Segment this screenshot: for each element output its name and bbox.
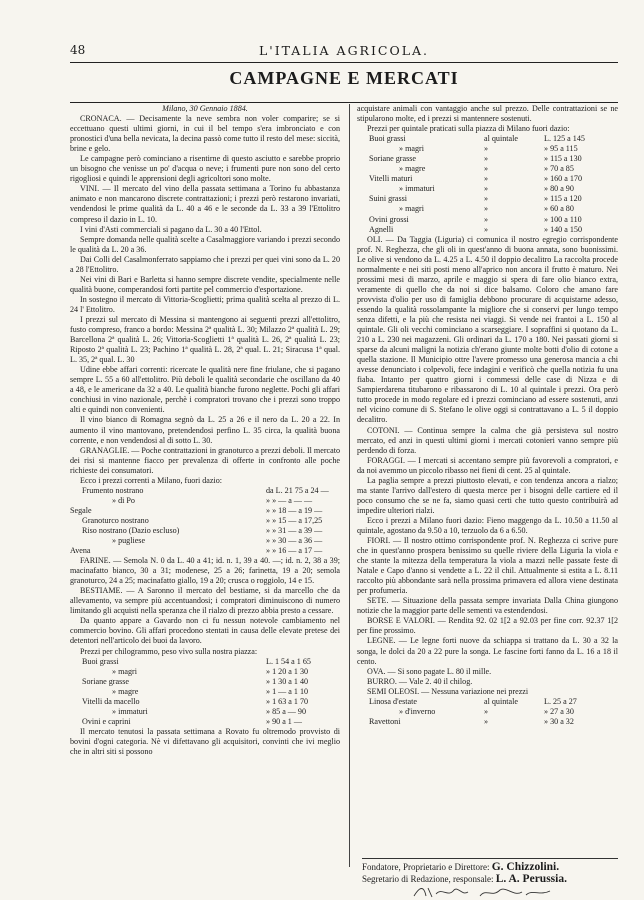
price-item-name: » pugliese	[112, 536, 146, 546]
paragraph-ova: OVA. — Si sono pagate L. 80 il mille.	[367, 666, 492, 676]
price-row	[70, 657, 340, 667]
price-item-unit: »	[484, 144, 489, 154]
left-column	[70, 104, 340, 757]
price-item-unit: al quintale	[484, 134, 518, 144]
price-item-unit: »	[484, 706, 489, 716]
journal-title: L'ITALIA AGRICOLA.	[258, 43, 430, 58]
paragraph: Nei vini di Bari e Barletta si hanno sempre discrete vendite, specialmente nelle qualità buone, comperandosi forti partite pel commercio d'esportazione.	[70, 274, 340, 294]
price-item-value: L. 25 a 27	[544, 696, 577, 706]
price-item-value: » 30 a 32	[544, 716, 574, 726]
price-item-unit: »	[484, 184, 489, 194]
section-rule	[70, 102, 618, 103]
paragraph-bestiame: BESTIAME. — A Saronno il mercato del bestiame, si da marcello che da allevamento, va sempre più accentuandosi; i compratori diminuiscono di numero limitando gli acquisti nella speranza che il rialzo di prezzo abbia presto a cessare.	[70, 586, 340, 616]
paragraph: I prezzi sul mercato di Messina si mantengono ai seguenti prezzi all'ettolitro, fusto compreso, franco a bordo: Messina 2ª qualità L. 30; Milazzo 2ª qualità L. 29; Barcellona 2ª qualità L. 26; Vittoria-Scoglietti 1ª qualità L. 26, 2ª qualità L. 23; Riposto 2ª qualità L. 23; Pachino 1ª qualità L. 28, 2ª qual. L. 21; Siracusa 1ª qual. L. 35, 2ª qual. L. 30	[70, 314, 340, 365]
masthead-signature	[362, 856, 618, 885]
price-row	[357, 707, 618, 717]
cattle-price-table	[70, 657, 340, 727]
price-row	[70, 707, 340, 717]
price-item-name: » magri	[399, 204, 424, 214]
price-item-name: Soriane grasse	[369, 154, 416, 164]
price-item-name: » magre	[112, 686, 139, 696]
price-row	[357, 164, 618, 174]
price-row	[357, 717, 618, 727]
price-item-unit: »	[484, 716, 489, 726]
dateline: Milano, 30 Gennaio 1884.	[162, 104, 248, 113]
price-item-value: » 27 a 30	[544, 706, 574, 716]
price-item-name: Riso nostrano (Dazio escluso)	[82, 525, 180, 535]
price-item-value: L. 125 a 145	[544, 134, 585, 144]
price-row	[70, 496, 340, 506]
price-item-unit: »	[484, 224, 489, 234]
price-item-value: » » — a — —	[266, 495, 313, 505]
paragraph-cotoni: COTONI. — Continua sempre la calma che già persisteva sul nostro mercato, ed anzi in questi ultimi giorni i mercati cotonieri vanno sempre più perdendo di forza.	[357, 425, 618, 455]
price-item-value: » 1 30 a 1 40	[266, 676, 309, 686]
paragraph-cronaca: CRONACA. — Decisamente la neve sembra non voler comparire; se si eccettuano questi ultimi giorni, in cui il bel tempo s'era imbronciato e con pronostici d'una bella nevicata, la decina passò come tutto il resto del mese: siccità, brine e gelo.	[70, 114, 340, 154]
price-item-value: » 95 a 115	[544, 144, 578, 154]
paragraph: I vini d'Asti commerciali si pagano da L. 30 a 40 l'Ettol.	[80, 224, 262, 234]
price-item-value: » » 18 — a 19 —	[266, 505, 323, 515]
price-item-unit: »	[484, 194, 489, 204]
price-item-value: » » 31 — a 39 —	[266, 525, 323, 535]
price-item-name: Ovini grossi	[369, 214, 409, 224]
seeds-price-table	[357, 697, 618, 727]
paragraph-vini: VINI. — Il mercato del vino della passata settimana a Torino fu abbastanza animato e non mancarono discrete contrattazioni; i prezzi però restarono invariati, vendendosi le prime qualità da L. 40 a 46 e le seconde da L. 33 a 39 l'Ettolitro compreso il dazio in L. 10.	[70, 184, 340, 224]
paragraph: Ecco i prezzi correnti a Milano, fuori dazio:	[80, 475, 223, 485]
paragraph: Il mercato tenutosi la passata settimana a Rovato fu oltremodo provvisto di bovini d'ogni categoria. Nè vi difettavano gli acquisitori, convinti che ivi meglio che in altri siti si possono	[70, 726, 340, 756]
price-row	[357, 215, 618, 225]
price-item-value: » » 15 — a 17,25	[266, 515, 323, 525]
price-item-value: L. 1 54 a 1 65	[266, 656, 311, 666]
founder-line	[362, 861, 618, 873]
price-item-name: » magri	[112, 666, 137, 676]
price-item-name: Suini grassi	[369, 194, 407, 204]
price-row	[70, 486, 340, 496]
secretary-label: Segretario di Redazione, responsale:	[362, 874, 494, 884]
paragraph-fiori: FIORI. — Il nostro ottimo corrispondente prof. N. Reghezza ci scrive pure che in quest'anno prospera benissimo su quelle riviere della Liguria la viola e che stante la mitezza della temperatura la viola a mazzi nelle passate feste di Natale e Capo d'anno si vendette a L. 22 il chil. Attualmente si estita a L. 8.11 raccolto più abbondante sarà nella prossima primavera ed allora viene destinata per profumeria.	[357, 536, 618, 596]
price-row	[70, 687, 340, 697]
price-item-name: » immaturi	[399, 184, 435, 194]
paragraph: Da quanto appare a Gavardo non ci fu nessun notevole cambiamento nel commercio bovino. Gli affari procedono stentati in causa delle elevate pretese dei detentori nell'articolo dei buoi da lavoro.	[70, 616, 340, 646]
price-row	[70, 536, 340, 546]
price-item-unit: »	[484, 174, 489, 184]
paragraph: acquistare animali con vantaggio anche sul prezzo. Delle contrattazioni se ne stipularono molte, ed i prezzi si mantennere sostenuti.	[357, 104, 618, 124]
price-item-name: Vitelli maturi	[369, 174, 413, 184]
price-item-value: » 115 a 130	[544, 154, 582, 164]
price-row	[357, 184, 618, 194]
price-item-value: » 90 a 1 —	[266, 716, 302, 726]
paragraph: Prezzi per quintale praticati sulla piazza di Milano fuori dazio:	[367, 124, 570, 134]
column-divider	[349, 104, 350, 867]
paragraph-borse: BORSE E VALORI. — Rendita 92. 02 1[2 a 92.03 per fine corr. 92.37 1[2 per fine prossimo.	[357, 616, 618, 636]
livestock-price-table	[357, 134, 618, 234]
price-row	[70, 506, 340, 516]
paragraph: In sostegno il mercato di Vittoria-Scoglietti; prima qualità scelta al prezzo di L. 24 l' Ettolitro.	[70, 294, 340, 314]
paragraph-legne: LEGNE. — Le legne forti nuove da schiappa si trattano da L. 30 a 32 la songa, le dolci da 20 a 22 pure la songa. Le fascine forti fanno da L. 16 a 18 il cento.	[357, 636, 618, 666]
price-item-value: » 60 a 80	[544, 204, 574, 214]
paragraph-oli: OLI. — Da Taggia (Liguria) ci comunica il nostro egregio corrispondente prof. N. Reghezza, che gli oli in quest'anno di buona annata, sono buonissimi. Le olive si vendono da L. 4.25 a L. 4.50 il doppio decalitro La raccolta procede normalmente e nei siti posti meno all'aprico non ancora il frutto è maturo. Nei prossimi mesi di marzo, aprile e maggio si spera di fare olio bianco extra, veramente di quello che da noi si dice balsamo. Coloro che amano fare provvista d'olio per uso di famiglia debbono procurare di acquistarne adesso, essendo la qualità rossolampante la migliore che si conservi per lungo tempo senza difetti, e la più che resista nei viaggi. Si vende nei frantoi a L. 150 al quintale. Gli oli vecchi cominciano a scarseggiare. I sopraffini si quotano da L. 210 a L. 230 nei magazzeni. Gli ordinari da L. 170 a 180. Nei passati giorni si sparse da alcuni maligni la notizia ch'erano giunte molte botti d'olio di cotone a quella stazione. Il Municipio ottre l'avere promesso una generosa mancia a chi avesse denunciato i colpevoli, fece indagini e verificò che quella notizia fu una fiaba. Intanto per quattro giorni i commessi delle case di Nizza e di Sampierdarena titubarono e ribassarono di L. 10 al quintale i prezzi. Ora però tutto procede in modo regolare ed i prezzi cominciano ad essere sostenuti, anzi nel vicino comune di S. Stefano le olive oggi si contrattavano a L. 5 il doppio decalitro.	[357, 234, 618, 425]
price-item-name: Ovini e caprini	[82, 716, 131, 726]
grain-price-table	[70, 486, 340, 556]
paragraph-burro: BURRO. — Vale 2. 40 il chilog.	[367, 676, 473, 686]
price-item-value: » » 30 — a 36 —	[266, 536, 323, 546]
price-item-value: » 1 — a 1 10	[266, 686, 309, 696]
paragraph: Il vino bianco di Romagna segnò da L. 25 a 26 e il nero da L. 20 a 22. In aumento il vino mantovano, pretendendosi perfino L. 35 circa, la qualità buona corrente, e non vendendosi al di sotto L. 30.	[70, 415, 340, 445]
price-item-name: Avena	[70, 546, 91, 556]
paragraph-semi: SEMI OLEOSI. — Nessuna variazione nei prezzi	[367, 686, 529, 696]
paragraph: La paglia sempre a prezzi piuttosto elevati, e con tendenza ancora a rialzo; ma stante l'arrivo dall'estero di questa merce per i bisogni delle cartiere ed il poco consumo che se ne fa, siamo quasi certi che tutto questo contribuirà ad impedire ulteriori rialzi.	[357, 475, 618, 515]
handwritten-signature	[410, 884, 560, 900]
paragraph-farine: FARINE. — Semola N. 0 da L. 40 a 41; id. n. 1, 39 a 40. —; id. n. 2, 38 a 39; macinafatto bianco, 30 a 31; modenese, 25 a 26; farinetta, 19 a 20; semola granoturco, 24 a 25; macinafatto giallo, 19 a 20; crusca o roggiolo, 14 e 15.	[70, 556, 340, 586]
price-item-value: » 160 a 170	[544, 174, 582, 184]
price-row	[357, 697, 618, 707]
paragraph: Prezzi per chilogrammo, peso vivo sulla nostra piazza:	[80, 646, 258, 656]
price-row	[357, 134, 618, 144]
price-item-name: Vitelli da macello	[82, 696, 140, 706]
price-row	[357, 225, 618, 235]
right-column	[357, 104, 618, 727]
price-item-name: » di Po	[112, 495, 135, 505]
price-item-value: » 1 63 a 1 70	[266, 696, 309, 706]
founder-label: Fondatore, Proprietario e Direttore:	[362, 862, 490, 872]
price-item-name: » magre	[399, 164, 426, 174]
price-row	[70, 717, 340, 727]
price-item-unit: »	[484, 164, 489, 174]
price-row	[70, 516, 340, 526]
paragraph: Sempre domanda nelle qualità scelte a Casalmaggiore variando i prezzi secondo le qualità da L. 20 a 36.	[70, 234, 340, 254]
section-title: CAMPAGNE E MERCATI	[229, 68, 459, 88]
price-row	[357, 204, 618, 214]
price-item-value: » 85 a — 90	[266, 706, 307, 716]
price-row	[70, 526, 340, 536]
price-item-name: Ravettoni	[369, 716, 401, 726]
price-item-name: Buoi grassi	[82, 656, 119, 666]
price-item-name: Granoturco nostrano	[82, 515, 149, 525]
price-item-value: » 100 a 110	[544, 214, 582, 224]
price-row	[70, 667, 340, 677]
founder-name: G. Chizzolini.	[491, 861, 560, 873]
secretary-name: L. A. Perussia.	[495, 873, 567, 885]
price-item-name: Buoi grassi	[369, 134, 406, 144]
price-row	[70, 546, 340, 556]
running-header	[70, 43, 618, 59]
price-row	[357, 194, 618, 204]
price-item-value: » 70 a 85	[544, 164, 574, 174]
price-item-value: da L. 21 75 a 24 —	[266, 485, 329, 495]
price-item-name: Soriane grasse	[82, 676, 129, 686]
price-row	[70, 697, 340, 707]
price-item-unit: al quintale	[484, 696, 518, 706]
paragraph: Udine ebbe affari correnti: ricercate le qualità nere fine friulane, che si pagano sempre L. 55 a 60 all'ettolitro. Più deboli le qualità secondarie che oscillano da 40 a 48, e le americane da 32 a 40. Le qualità bianche furono neglette. Pochi gli affari conchiusi in vino nazionale, perchè i compratori trovano che i prezzi sono troppo alti e quindi non convenienti.	[70, 365, 340, 415]
header-rule	[70, 62, 618, 63]
price-item-value: » 115 a 120	[544, 194, 582, 204]
paragraph-sete: SETE. — Situazione della passata sempre invariata Dalla China giungono notizie che la maggior parte delle sementi va estendendosi.	[357, 596, 618, 616]
price-item-name: Linosa d'estate	[369, 696, 417, 706]
price-item-value: » 140 a 150	[544, 224, 582, 234]
price-row	[357, 174, 618, 184]
paragraph: Le campagne però cominciano a risentirne di questo asciutto e sarebbe proprio un bisogno che venisse un po' d'acqua o neve; i frumenti pure non sono del certo rigogliosi e quindi le apprensioni degli agricoltori sono molte.	[70, 154, 340, 184]
paragraph: Dai Colli del Casalmonferrato sappiamo che i prezzi per quei vini sono da L. 20 a 28 l'Ettolitro.	[70, 254, 340, 274]
price-row	[357, 154, 618, 164]
price-row	[357, 144, 618, 154]
price-item-name: Agnelli	[369, 224, 394, 234]
price-item-name: Frumento nostrano	[82, 485, 144, 495]
price-item-name: » immaturi	[112, 706, 148, 716]
paragraph-foraggi: FORAGGI. — I mercati si accentano sempre più favorevoli a compratori, e da noi avemmo un piccolo ribasso nei fieni di cent. 25 al quintale.	[357, 455, 618, 475]
signature-rule	[362, 858, 618, 859]
paragraph-granaglie: GRANAGLIE. — Poche contrattazioni in granoturco a prezzi deboli. Il mercato dei risi si mantenne fiacco per prevalenza di offerte in confronto alle poche richieste dei consumatori.	[70, 445, 340, 475]
price-item-unit: »	[484, 204, 489, 214]
paragraph: Ecco i prezzi a Milano fuori dazio: Fieno maggengo da L. 10.50 a 11.50 al quintale, agostano da 9.50 a 10, terzuolo da 6 a 6.50.	[357, 515, 618, 535]
price-item-unit: »	[484, 154, 489, 164]
price-item-name: » magri	[399, 144, 424, 154]
price-row	[70, 677, 340, 687]
price-item-unit: »	[484, 214, 489, 224]
page-number: 48	[70, 43, 86, 57]
price-item-value: » 80 a 90	[544, 184, 574, 194]
price-item-value: » 1 20 a 1 30	[266, 666, 309, 676]
price-item-value: » » 16 — a 17 —	[266, 546, 323, 556]
price-item-name: Segale	[70, 505, 92, 515]
price-item-name: » d'inverno	[399, 706, 436, 716]
